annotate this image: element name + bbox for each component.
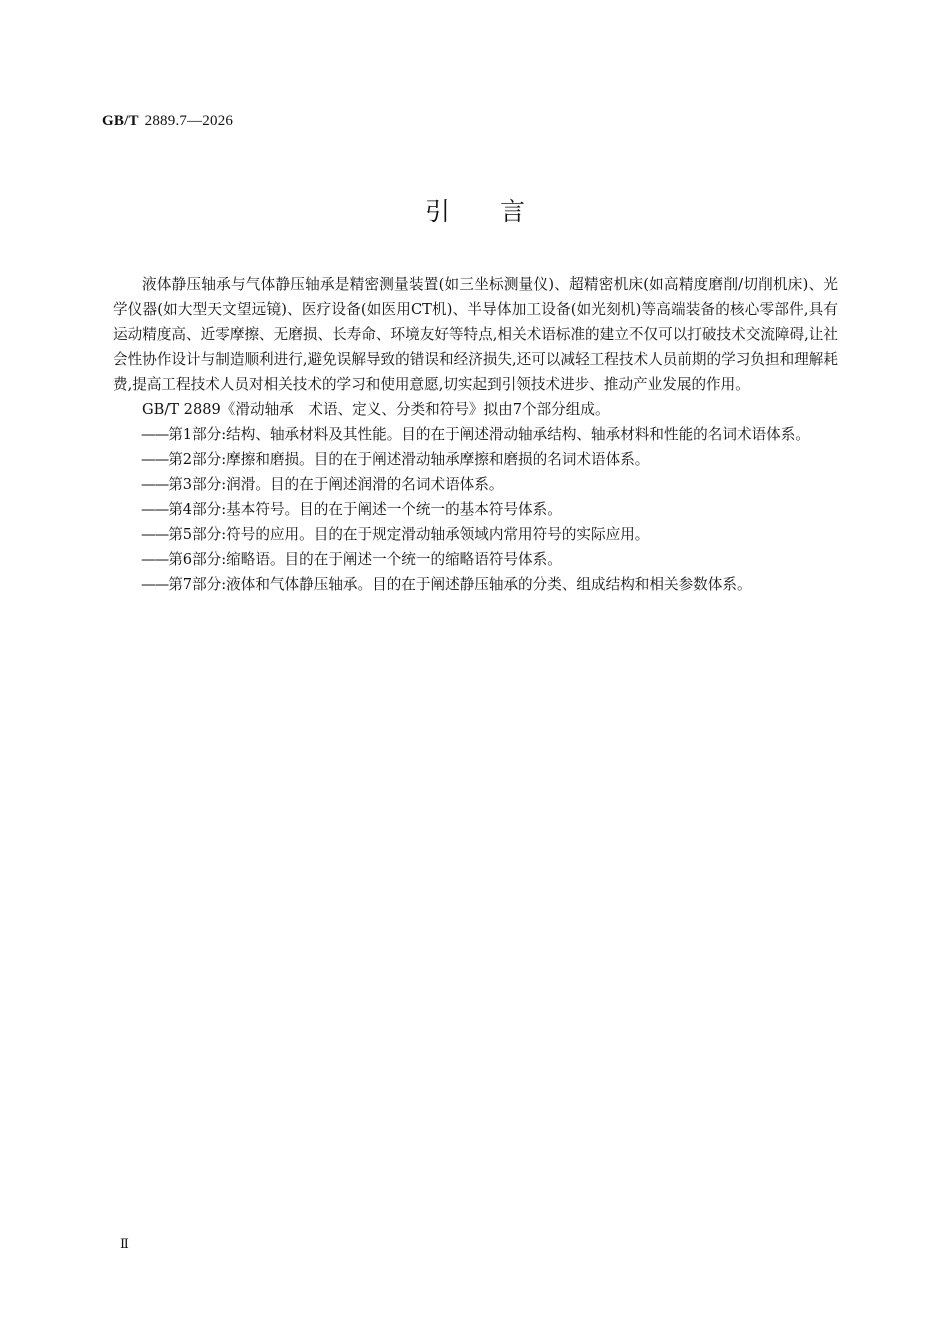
part-text-5: 第5部分:符号的应用。目的在于规定滑动轴承领域内常用符号的实际应用。: [168, 526, 650, 543]
list-item: [113, 522, 838, 547]
list-item: [113, 422, 838, 447]
part-text-3: 第3部分:润滑。目的在于阐述润滑的名词术语体系。: [168, 476, 504, 493]
list-dash: ——: [141, 451, 169, 468]
list-item: [113, 472, 838, 497]
list-dash: ——: [141, 526, 169, 543]
introduction-body: [113, 272, 838, 597]
list-item: [113, 547, 838, 572]
list-item: [113, 497, 838, 522]
intro-paragraph-1: 液体静压轴承与气体静压轴承是精密测量装置(如三坐标测量仪)、超精密机床(如高精度磨削/切削机床)、光学仪器(如大型天文望远镜)、医疗设备(如医用CT机)、半导体加工设备(如光刻机)等高端装备的核心零部件,具有运动精度高、近零摩擦、无磨损、长寿命、环境友好等特点,相关术语标准的建立不仅可以打破技术交流障碍,让社会性协作设计与制造顺利进行,避免误解导致的错误和经济损失,还可以减轻工程技术人员前期的学习负担和理解耗费,提高工程技术人员对相关技术的学习和使用意愿,切实起到引领技术进步、推动产业发展的作用。: [113, 276, 838, 393]
standard-code: [102, 113, 233, 130]
list-dash: ——: [141, 551, 169, 568]
list-dash: ——: [141, 576, 169, 593]
page-title: 引言: [424, 197, 575, 226]
page-number: Ⅱ: [120, 1236, 129, 1251]
list-dash: ——: [141, 476, 169, 493]
part-text-2: 第2部分:摩擦和磨损。目的在于阐述滑动轴承摩擦和磨损的名词术语体系。: [168, 451, 650, 468]
standard-code-prefix: GB/T: [102, 113, 139, 129]
part-text-7: 第7部分:液体和气体静压轴承。目的在于阐述静压轴承的分类、组成结构和相关参数体系。: [168, 576, 752, 593]
list-item: [113, 447, 838, 472]
intro-paragraph-2: GB/T 2889《滑动轴承 术语、定义、分类和符号》拟由7个部分组成。: [142, 401, 610, 418]
list-dash: ——: [141, 426, 169, 443]
parts-list: [113, 422, 838, 597]
standard-code-number: 2889.7—2026: [144, 113, 234, 129]
part-text-1: 第1部分:结构、轴承材料及其性能。目的在于阐述滑动轴承结构、轴承材料和性能的名词术语体系。: [168, 426, 810, 443]
list-dash: ——: [141, 501, 169, 518]
part-text-6: 第6部分:缩略语。目的在于阐述一个统一的缩略语符号体系。: [168, 551, 562, 568]
list-item: [113, 572, 838, 597]
part-text-4: 第4部分:基本符号。目的在于阐述一个统一的基本符号体系。: [168, 501, 562, 518]
